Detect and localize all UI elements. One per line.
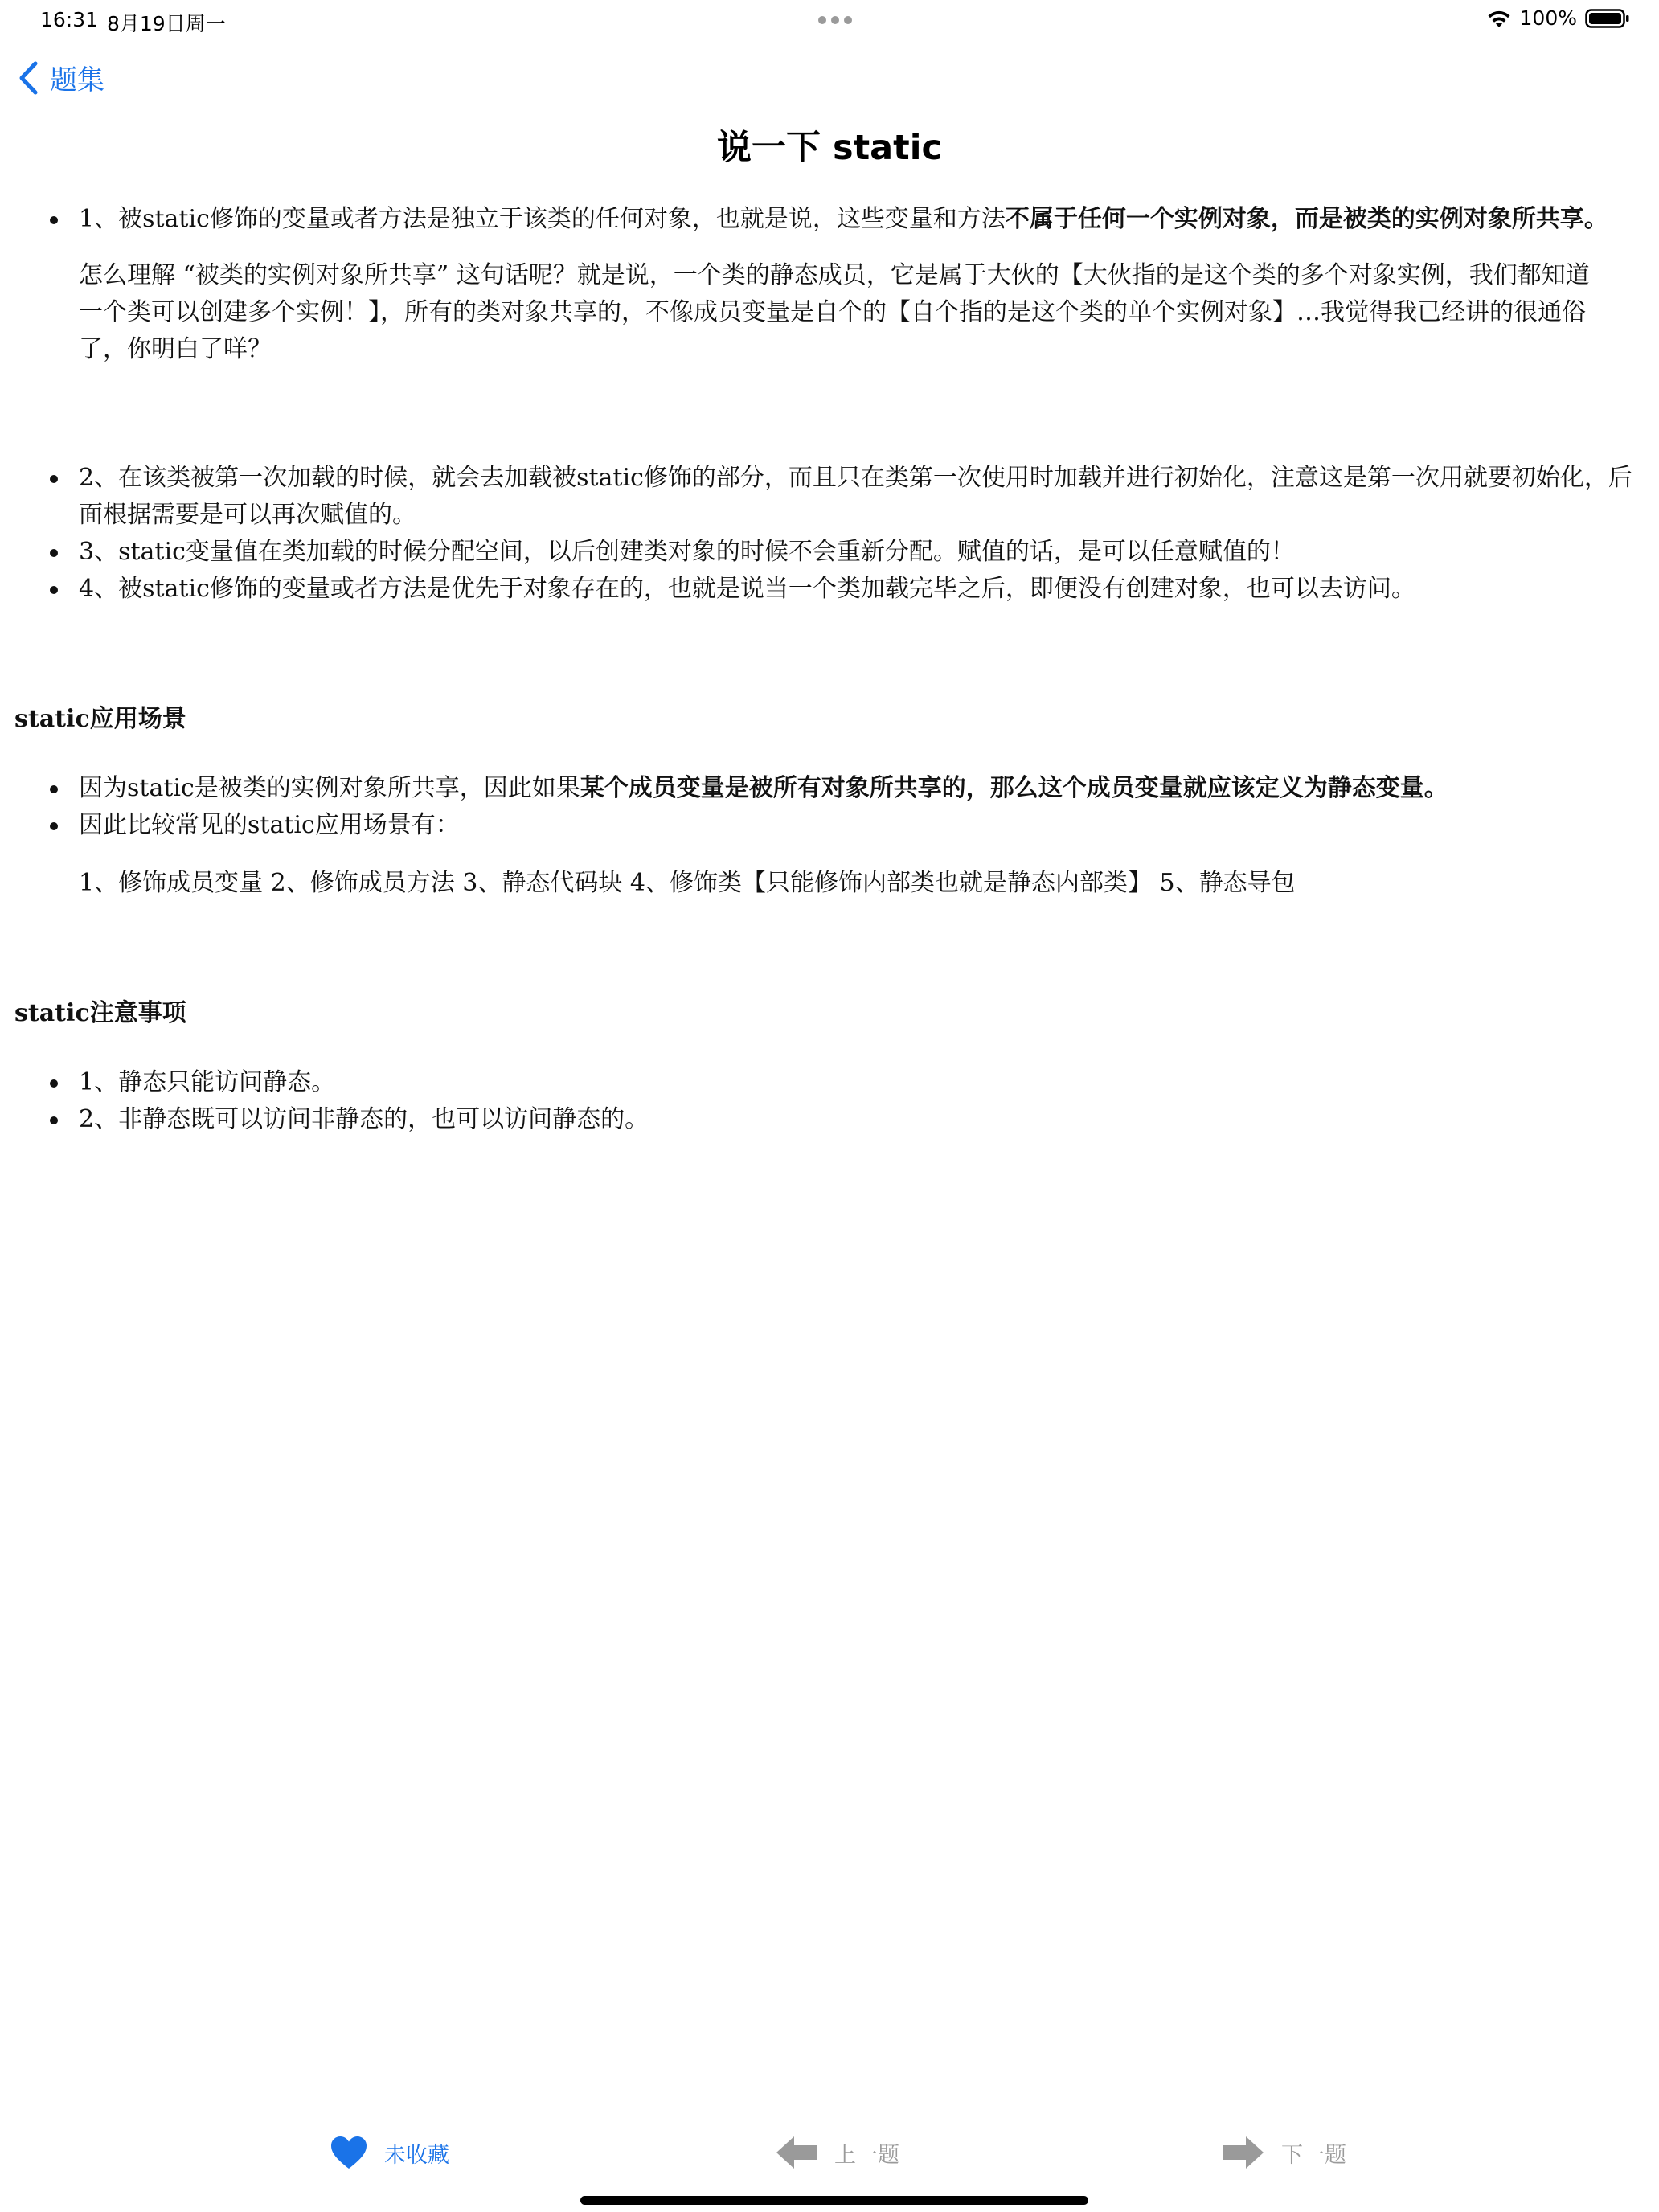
battery-icon xyxy=(1585,8,1630,29)
navigation-bar xyxy=(0,48,1659,113)
list-item xyxy=(0,770,1659,807)
page-title: 说一下 static xyxy=(717,128,942,168)
status-bar xyxy=(0,0,1659,40)
explanation-paragraph: 怎么理解 “被类的实例对象所共享” 这句话呢？就是说，一个类的静态成员，它是属于大伙的【大伙指的是这个类的多个对象实例，我们都知道一个类可以创建多个实例！】，所有的类对象共享的，不像成员变量是自个的【自个指的是这个类的单个实例对象】…我觉得我已经讲的很通俗了，你明白了咩？ xyxy=(79,261,1590,363)
list-item xyxy=(0,201,1659,238)
article-content xyxy=(0,193,1659,1138)
status-right xyxy=(1486,6,1630,30)
back-button[interactable] xyxy=(18,58,104,97)
back-label: 题集 xyxy=(50,64,104,96)
list-item: 4、被static修饰的变量或者方法是优先于对象存在的，也就是说当一个类加载完毕之后，即便没有创建对象，也可以去访问。 xyxy=(0,571,1659,608)
chevron-left-icon xyxy=(18,60,39,96)
previous-question-button[interactable] xyxy=(775,2135,899,2170)
scenario-bold-text: 某个成员变量是被所有对象所共享的，那么这个成员变量就应该定义为静态变量。 xyxy=(580,774,1448,802)
wifi-icon xyxy=(1486,8,1512,29)
item1-bold-text: 不属于任何一个实例对象，而是被类的实例对象所共享。 xyxy=(1005,205,1608,233)
arrow-right-icon xyxy=(1222,2135,1265,2170)
section1-list xyxy=(0,201,1659,238)
favorite-label: 未收藏 xyxy=(384,2142,449,2168)
battery-percent: 100% xyxy=(1519,6,1577,30)
multitasking-dots-icon[interactable] xyxy=(818,16,852,24)
favorite-button[interactable] xyxy=(330,2135,449,2170)
list-item: 因此比较常见的static应用场景有： xyxy=(0,807,1659,844)
status-date: 8月19日周一 xyxy=(107,12,226,35)
section1-list-continued xyxy=(0,460,1659,608)
heart-icon xyxy=(330,2135,368,2170)
previous-label: 上一题 xyxy=(834,2142,899,2168)
list-item: 3、static变量值在类加载的时候分配空间，以后创建类对象的时候不会重新分配。赋值的话，是可以任意赋值的！ xyxy=(0,534,1659,571)
section-heading-scenarios: static应用场景 xyxy=(14,705,186,733)
list-item: 2、非静态既可以访问非静态的，也可以访问静态的。 xyxy=(0,1101,1659,1138)
status-time: 16:31 xyxy=(40,8,99,31)
section3-list xyxy=(0,1064,1659,1138)
next-question-button[interactable] xyxy=(1222,2135,1346,2170)
item1-text: 1、被static修饰的变量或者方法是独立于该类的任何对象，也就是说，这些变量和方法 xyxy=(79,205,1006,233)
home-indicator[interactable] xyxy=(580,2196,1088,2205)
next-label: 下一题 xyxy=(1281,2142,1346,2168)
scenario-intro-text: 因为static是被类的实例对象所共享，因此如果 xyxy=(79,774,580,802)
list-item: 2、在该类被第一次加载的时候，就会去加载被static修饰的部分，而且只在类第一次使用时加载并进行初始化，注意这是第一次用就要初始化，后面根据需要是可以再次赋值的。 xyxy=(0,460,1659,534)
section2-list xyxy=(0,770,1659,844)
arrow-left-icon xyxy=(775,2135,818,2170)
section-heading-notes: static注意事项 xyxy=(14,999,186,1027)
scenarios-paragraph: 1、修饰成员变量 2、修饰成员方法 3、静态代码块 4、修饰类【只能修饰内部类也就是静态内部类】 5、静态导包 xyxy=(79,869,1296,897)
list-item: 1、静态只能访问静态。 xyxy=(0,1064,1659,1101)
bottom-toolbar xyxy=(0,2122,1659,2194)
